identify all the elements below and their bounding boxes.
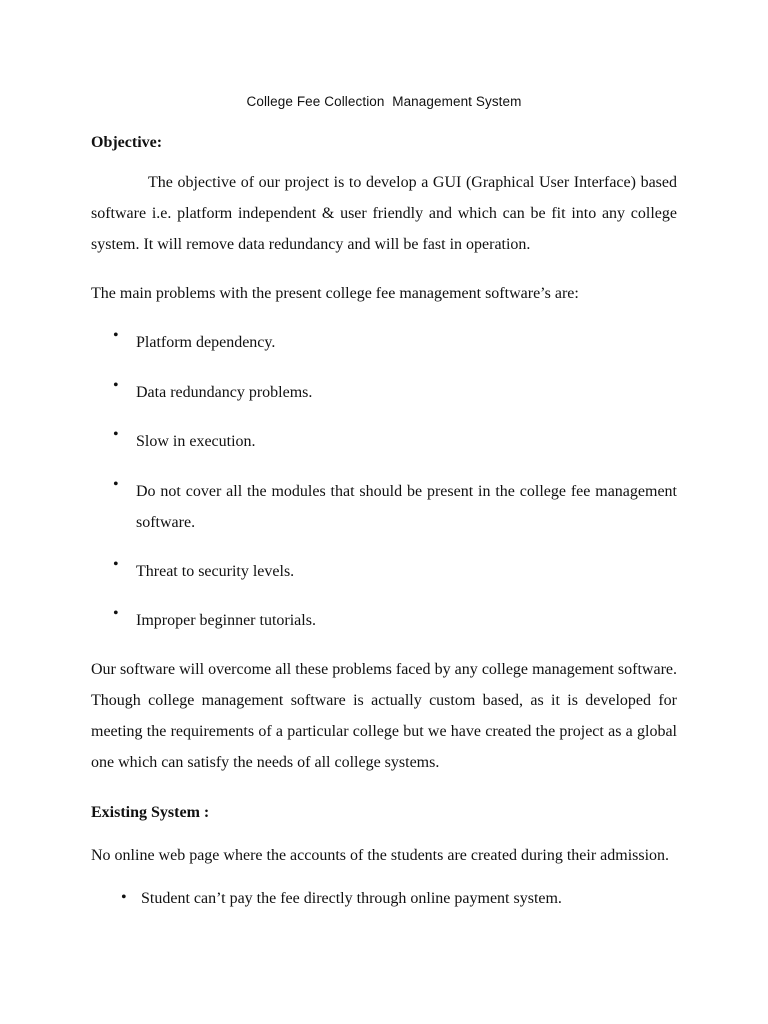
conclusion-paragraph: Our software will overcome all these problems faced by any college management software. Though college management software is actually custom based, as it is developed for meeting the requirements of a particular college but we have created the project as a global one which can satisfy the needs of all college systems. xyxy=(91,661,677,771)
bullet-icon: • xyxy=(113,476,119,493)
list-item-text: Data redundancy problems. xyxy=(136,384,313,401)
bullet-icon: • xyxy=(113,426,119,443)
existing-system-paragraph: No online web page where the accounts of the students are created during their admission. xyxy=(91,847,670,864)
objective-heading: Objective: xyxy=(91,134,163,151)
list-item-text: Slow in execution. xyxy=(136,433,256,450)
bullet-icon: • xyxy=(121,889,127,906)
existing-system-heading: Existing System : xyxy=(91,804,210,821)
problems-intro: The main problems with the present college fee management software’s are: xyxy=(91,285,579,302)
list-item-text: Student can’t pay the fee directly through online payment system. xyxy=(141,890,562,907)
list-item-text: Do not cover all the modules that should be present in the college fee management software. xyxy=(136,483,677,531)
objective-paragraph: The objective of our project is to develop a GUI (Graphical User Interface) based software i.e. platform independent & user friendly and which can be fit into any college system. It will remove data redundancy and will be fast in operation. xyxy=(91,174,677,253)
bullet-icon: • xyxy=(113,327,119,344)
bullet-icon: • xyxy=(113,605,119,622)
list-item-text: Threat to security levels. xyxy=(136,563,295,580)
bullet-icon: • xyxy=(113,377,119,394)
bullet-icon: • xyxy=(113,556,119,573)
list-item-text: Improper beginner tutorials. xyxy=(136,612,316,629)
document-title: College Fee Collection Management System xyxy=(246,94,522,109)
list-item-text: Platform dependency. xyxy=(136,334,276,351)
